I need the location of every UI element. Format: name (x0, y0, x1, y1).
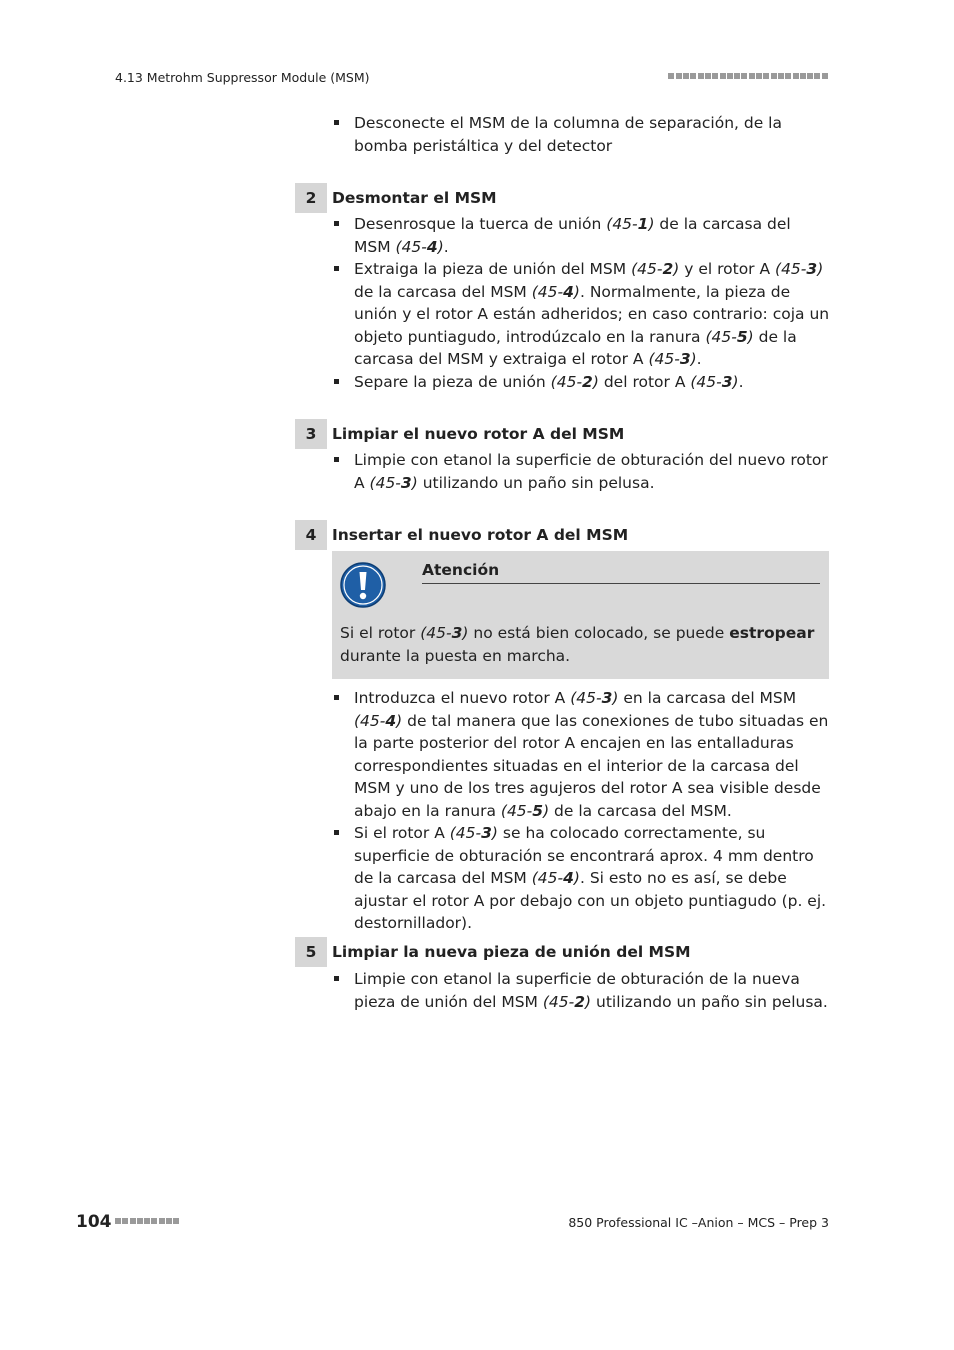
warning-box (332, 551, 829, 679)
exclamation-icon (340, 562, 386, 608)
footer-product: 850 Professional IC –Anion – MCS – Prep 3 (568, 1215, 829, 1230)
step-title: Limpiar la nueva pieza de unión del MSM (332, 943, 691, 961)
step-2-header (295, 183, 835, 213)
page-number: 104 (76, 1212, 112, 1232)
step-3-header (295, 419, 835, 449)
intro-bullet-list (332, 112, 832, 157)
step-3-bullets (332, 449, 832, 494)
step-4-bullets (332, 687, 832, 935)
step-title: Desmontar el MSM (332, 189, 497, 207)
footer-decoration (115, 1216, 181, 1226)
header-section-title: 4.13 Metrohm Suppressor Module (MSM) (115, 70, 370, 85)
warning-divider (422, 583, 820, 584)
warning-text: Si el rotor (45-3) no está bien colocado, se puede estropear durante la puesta en marcha. (340, 624, 815, 665)
step-number: 5 (295, 937, 327, 967)
list-item: Desconecte el MSM de la columna de separación, de la bomba peristáltica y del detector (332, 112, 832, 157)
list-item: Limpie con etanol la superficie de obturación de la nueva pieza de unión del MSM (45-2) utilizando un paño sin pelusa. (332, 968, 832, 1013)
list-item: Desenrosque la tuerca de unión (45-1) de la carcasa del MSM (45-4). (332, 213, 832, 258)
step-number: 2 (295, 183, 327, 213)
step-5-bullets (332, 968, 832, 1013)
list-item: Separe la pieza de unión (45-2) del rotor A (45-3). (332, 371, 832, 394)
warning-title: Atención (422, 561, 500, 579)
list-item: Introduzca el nuevo rotor A (45-3) en la carcasa del MSM (45-4) de tal manera que las conexiones de tubo situadas en la parte posterior del rotor A encajen en las entalladuras correspondientes situadas en el interior de la carcasa del MSM y uno de los tres agujeros del rotor A sea visible desde abajo en la ranura (45-5) de la carcasa del MSM. (332, 687, 832, 822)
step-number: 3 (295, 419, 327, 449)
step-number: 4 (295, 520, 327, 550)
list-item: Limpie con etanol la superficie de obturación del nuevo rotor A (45-3) utilizando un paño sin pelusa. (332, 449, 832, 494)
list-item: Extraiga la pieza de unión del MSM (45-2) y el rotor A (45-3) de la carcasa del MSM (45-4). Normalmente, la pieza de unión y el rotor A están adheridos; en caso contrario: coja un objeto puntiagudo, introdúzcalo en la ranura (45-5) de la carcasa del MSM y extraiga el rotor A (45-3). (332, 258, 832, 371)
header-decoration (668, 71, 829, 81)
step-title: Insertar el nuevo rotor A del MSM (332, 526, 629, 544)
step-title: Limpiar el nuevo rotor A del MSM (332, 425, 625, 443)
step-2-bullets (332, 213, 832, 393)
list-item: Si el rotor A (45-3) se ha colocado correctamente, su superficie de obturación se encontrará aprox. 4 mm dentro de la carcasa del MSM (45-4). Si esto no es así, se debe ajustar el rotor A por debajo con un objeto puntiagudo (p. ej. destornillador). (332, 822, 832, 935)
step-5-header (295, 937, 835, 967)
step-4-header (295, 520, 835, 550)
